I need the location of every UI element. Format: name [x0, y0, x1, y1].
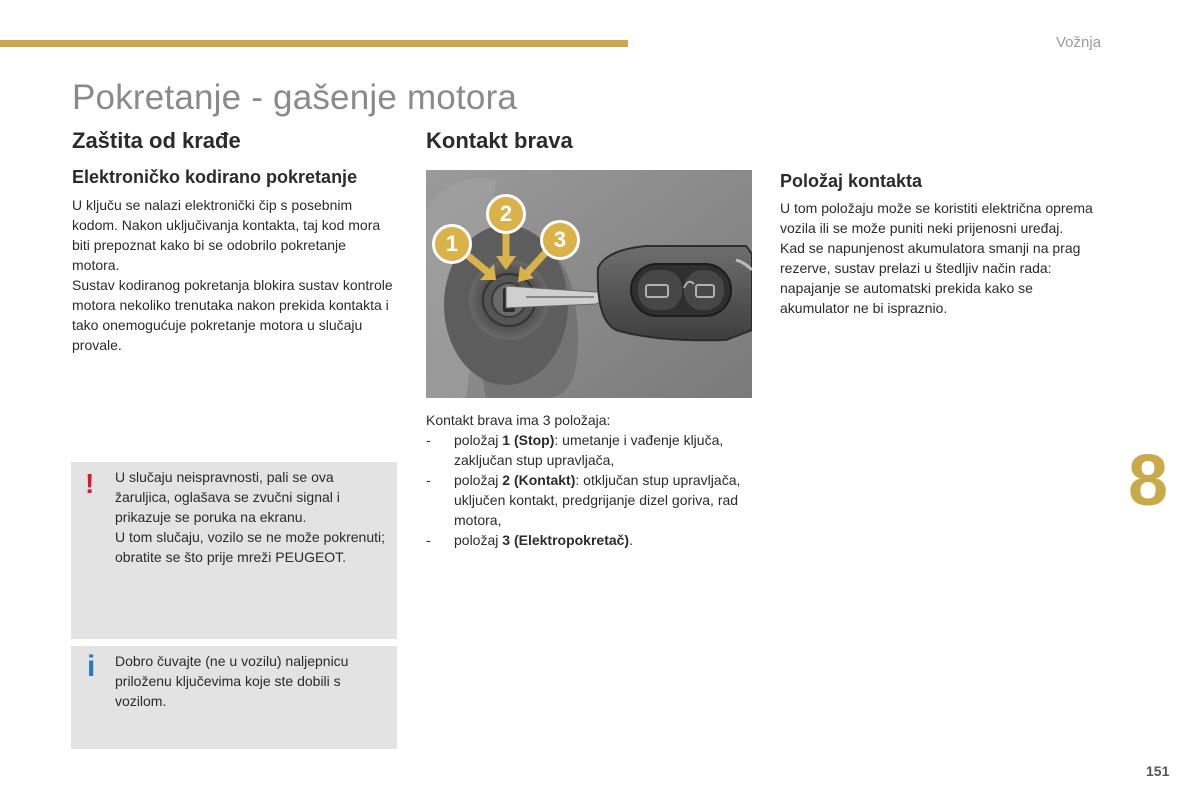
info-box — [71, 646, 397, 749]
info-text — [115, 651, 385, 711]
item-rest: : umetanje i vađenje ključa, zaključan stup upravljača, — [454, 432, 724, 468]
chapter-number: 8 — [1128, 441, 1169, 521]
item-prefix: položaj — [454, 532, 503, 548]
ignition-switch-image — [426, 170, 752, 398]
position-3-badge — [540, 220, 580, 260]
warning-mark: ! — [85, 468, 95, 499]
right-paragraph-1: U tom položaju može se koristiti električna oprema vozila ili se može puniti neki prijenosni uređaj. — [780, 200, 1093, 236]
position-1-label: 1 — [445, 231, 459, 256]
item-prefix: položaj — [454, 472, 503, 488]
ignition-illustration — [426, 170, 752, 398]
right-body — [780, 198, 1106, 318]
list-dash: - — [426, 432, 431, 448]
warning-text — [115, 467, 385, 567]
item-rest: . — [629, 532, 633, 548]
positions-list — [426, 410, 766, 550]
list-item — [426, 530, 766, 550]
list-intro: Kontakt brava ima 3 položaja: — [426, 412, 611, 428]
position-3-label: 3 — [553, 227, 567, 252]
header-accent-bar — [0, 40, 628, 47]
left-body — [72, 195, 396, 355]
warning-paragraph-2: U tom slučaju, vozilo se ne može pokrenuti; obratite se što prije mreži PEUGEOT. — [115, 529, 386, 565]
warning-paragraph-1: U slučaju neispravnosti, pali se ova žaruljica, oglašava se zvučni signal i prikazuje se poruka na ekranu. — [115, 469, 340, 525]
left-paragraph-2: Sustav kodiranog pokretanja blokira sustav kontrole motora nekoliko trenutaka nakon prekida kontakta i tako onemogućuje pokretanje motora u slučaju provale. — [72, 277, 393, 353]
middle-heading: Kontakt brava — [426, 128, 573, 153]
warning-box — [71, 462, 397, 639]
positions-items — [426, 430, 766, 550]
item-prefix: položaj — [454, 432, 503, 448]
item-rest: : otključan stup upravljača, uključen kontakt, predgrijanje dizel goriva, rad motora, — [454, 472, 741, 528]
exclamation-icon — [85, 468, 94, 500]
info-paragraph: Dobro čuvajte (ne u vozilu) naljepnicu priloženu ključevima koje ste dobili s vozilom. — [115, 653, 349, 709]
section-label: Vožnja — [1056, 34, 1102, 51]
info-icon — [87, 650, 95, 684]
list-item — [426, 470, 766, 530]
page-number: 151 — [1146, 763, 1170, 779]
page-title: Pokretanje - gašenje motora — [72, 78, 518, 117]
item-bold: 1 (Stop) — [502, 432, 555, 448]
right-paragraph-2: Kad se napunjenost akumulatora smanji na prag rezerve, sustav prelazi u štedljiv način rada: napajanje se automatski prekida kako se akumulator ne bi ispraznio. — [780, 240, 1081, 316]
list-dash: - — [426, 472, 431, 488]
item-bold: 2 (Kontakt) — [502, 472, 576, 488]
item-bold: 3 (Elektropokretač) — [502, 532, 630, 548]
left-paragraph-1: U ključu se nalazi elektronički čip s posebnim kodom. Nakon uključivanja kontakta, taj kod mora biti prepoznat kako bi se odobrilo pokretanje motora. — [72, 197, 381, 273]
position-2-label: 2 — [499, 201, 513, 226]
position-1-badge — [432, 224, 472, 264]
right-heading: Položaj kontakta — [780, 171, 923, 191]
position-2-badge — [486, 194, 526, 234]
list-dash: - — [426, 532, 431, 548]
left-subheading: Elektroničko kodirano pokretanje — [72, 167, 358, 187]
info-mark: i — [87, 650, 96, 683]
list-item — [426, 430, 766, 470]
left-heading: Zaštita od krađe — [72, 128, 241, 153]
